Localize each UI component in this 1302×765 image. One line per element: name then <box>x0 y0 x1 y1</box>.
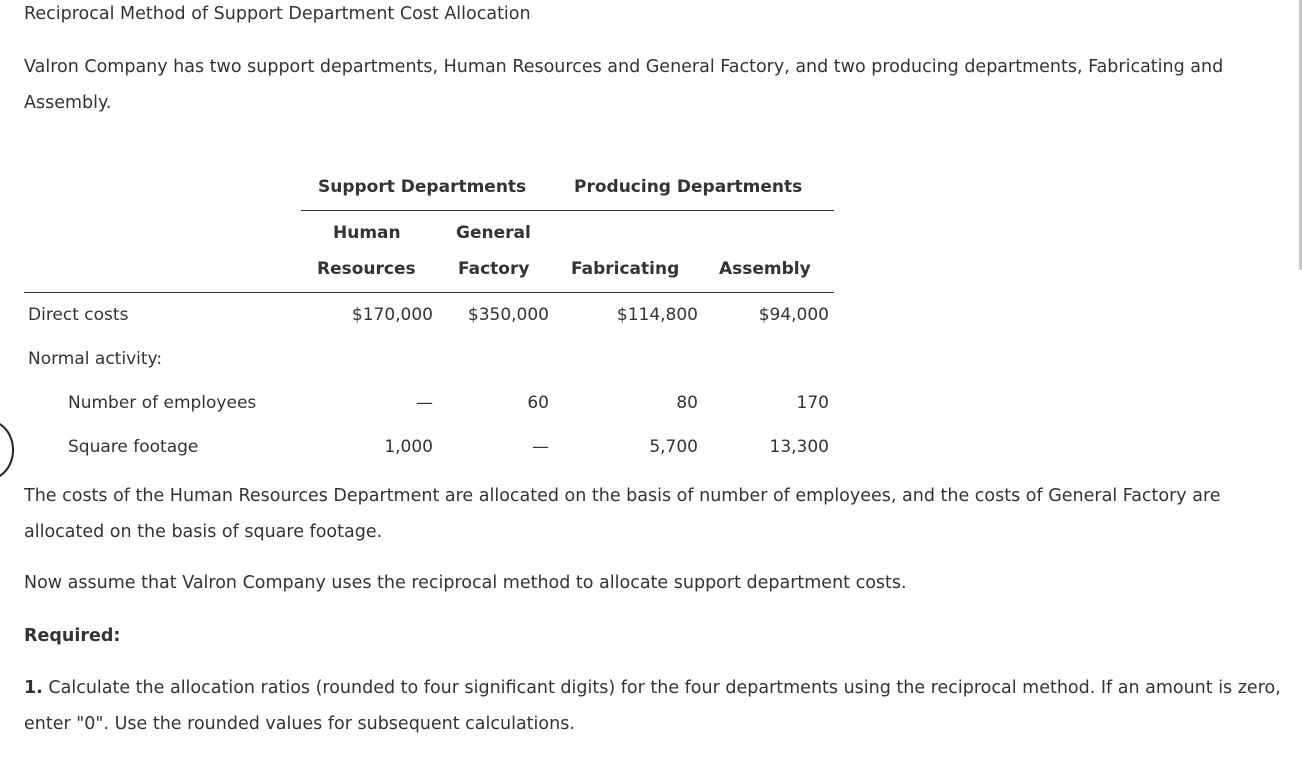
direct-costs-gf: $350,000 <box>467 305 549 325</box>
page-title: Reciprocal Method of Support Department Cost Allocation <box>24 4 531 24</box>
required-heading: Required: <box>24 626 121 646</box>
direct-costs-hr: $170,000 <box>351 305 433 325</box>
col-header-fabricating: Fabricating <box>571 259 680 279</box>
col-header-gf-line2: Factory <box>458 259 530 279</box>
col-header-hr-line1: Human <box>333 223 401 243</box>
requirement-text: Calculate the allocation ratios (rounded to four significant digits) for the four departments using the reciprocal method. If an amount is zero, enter "0". Use the rounded values for subsequent calculations. <box>24 678 1281 734</box>
column-header-rule <box>24 292 834 293</box>
employees-fabricating: 80 <box>676 393 698 413</box>
col-header-assembly: Assembly <box>719 259 811 279</box>
employees-assembly: 170 <box>796 393 829 413</box>
edge-circle-button[interactable] <box>0 420 14 480</box>
col-header-gf-line1: General <box>456 223 531 243</box>
group-header-rule <box>301 210 834 211</box>
group-header-producing: Producing Departments <box>574 177 803 197</box>
sqft-hr: 1,000 <box>384 437 433 457</box>
allocation-basis-paragraph: The costs of the Human Resources Department are allocated on the basis of number of employees, and the costs of General Factory are allocated on the basis of square footage. <box>24 486 1221 542</box>
sqft-assembly: 13,300 <box>769 437 829 457</box>
employees-hr: — <box>416 393 433 413</box>
sqft-fabricating: 5,700 <box>649 437 698 457</box>
row-label-normal-activity: Normal activity: <box>28 349 163 369</box>
col-header-hr-line2: Resources <box>317 259 416 279</box>
row-label-employees: Number of employees <box>68 393 257 413</box>
cost-table <box>24 168 834 468</box>
assumption-paragraph: Now assume that Valron Company uses the reciprocal method to allocate support department costs. <box>24 573 907 593</box>
sqft-gf: — <box>532 437 549 457</box>
row-label-direct-costs: Direct costs <box>28 305 129 325</box>
direct-costs-assembly: $94,000 <box>758 305 829 325</box>
requirement-1 <box>24 670 1286 742</box>
direct-costs-fabricating: $114,800 <box>616 305 698 325</box>
employees-gf: 60 <box>527 393 549 413</box>
intro-paragraph: Valron Company has two support departments, Human Resources and General Factory, and two producing departments, Fabricating and Assembly. <box>24 57 1224 113</box>
row-label-square-footage: Square footage <box>68 437 199 457</box>
requirement-number: 1. <box>24 678 43 698</box>
group-header-support: Support Departments <box>318 177 527 197</box>
